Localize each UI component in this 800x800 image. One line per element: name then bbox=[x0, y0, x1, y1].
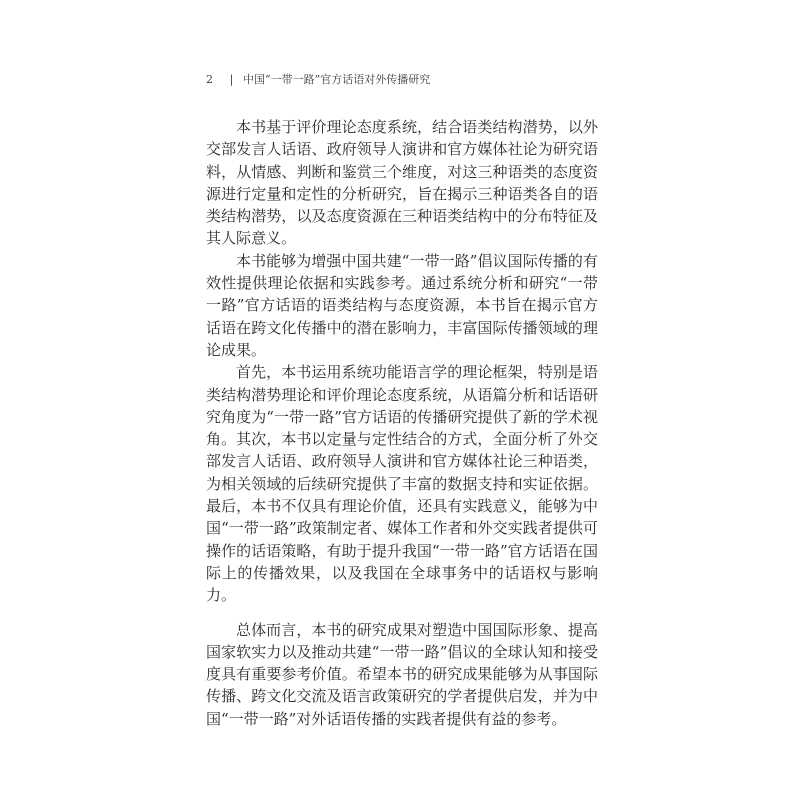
running-head-title: 中国“一带一路”官方话语对外传播研究 bbox=[243, 73, 431, 86]
body-text bbox=[206, 116, 598, 730]
paragraph-4: 总体而言，本书的研究成果对塑造中国国际形象、提高国家软实力以及推动共建“一带一路”倡议的全球认知和接受度具有重要参考价值。希望本书的研究成果能够为从事国际传播、跨文化交流及语言政策研究的学者提供启发，并为中国“一带一路”对外话语传播的实践者提供有益的参考。 bbox=[206, 620, 598, 728]
header-separator: | bbox=[229, 73, 234, 86]
paragraph-1: 本书基于评价理论态度系统，结合语类结构潜势，以外交部发言人话语、政府领导人演讲和官方媒体社论为研究语料，从情感、判断和鉴赏三个维度，对这三种语类的态度资源进行定量和定性的分析研究，旨在揭示三种语类各自的语类结构潜势，以及态度资源在三种语类结构中的分布特征及其人际意义。 bbox=[206, 118, 598, 248]
paragraph-2: 本书能够为增强中国共建“一带一路”倡议国际传播的有效性提供理论依据和实践参考。通过系统分析和研究“一带一路”官方话语的语类结构与态度资源，本书旨在揭示官方话语在跨文化传播中的潜在影响力，丰富国际传播领域的理论成果。 bbox=[206, 251, 598, 359]
page-number: 2 bbox=[206, 73, 213, 86]
paragraph-3: 首先，本书运用系统功能语言学的理论框架，特别是语类结构潜势理论和评价理论态度系统，从语篇分析和话语研究角度为“一带一路”官方话语的传播研究提供了新的学术视角。其次，本书以定量与定性结合的方式，全面分析了外交部发言人话语、政府领导人演讲和官方媒体社论三种语类，为相关领域的后续研究提供了丰富的数据支持和实证依据。最后，本书不仅具有理论价值，还具有实践意义，能够为中国“一带一路”政策制定者、媒体工作者和外交实践者提供可操作的话语策略，有助于提升我国“一带一路”官方话语在国际上的传播效果，以及我国在全球事务中的话语权与影响力。 bbox=[206, 363, 598, 605]
running-head bbox=[206, 72, 626, 88]
